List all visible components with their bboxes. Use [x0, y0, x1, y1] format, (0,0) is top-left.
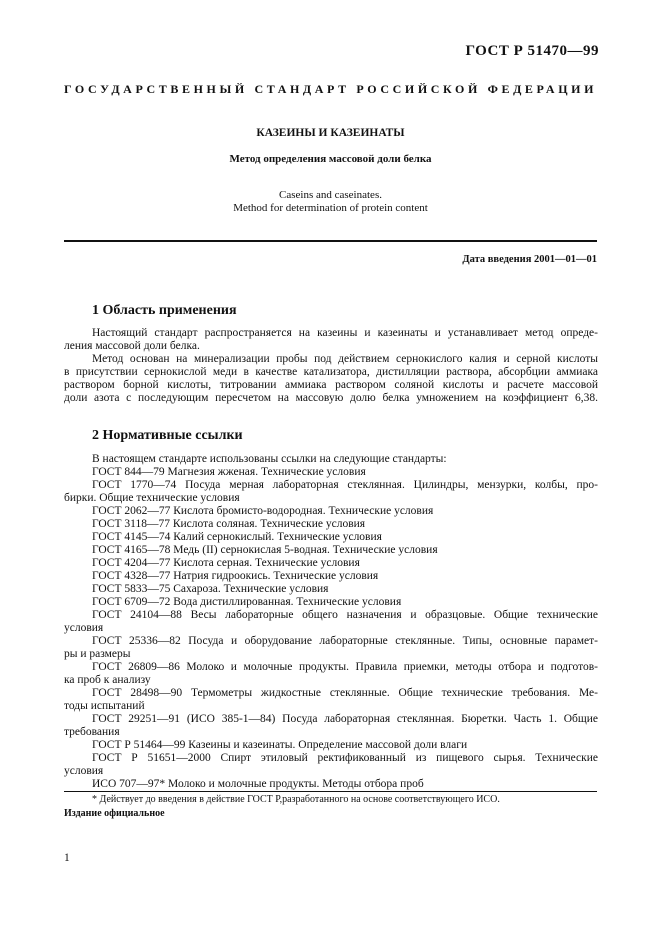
reference-line: ГОСТ 4204—77 Кислота серная. Технические условия	[92, 557, 360, 569]
section-1-line: в присутствии сернокислой меди в качестве катализатора, дистилляции раствора, абсорбции аммиака	[64, 366, 598, 378]
section-1-line: ления массовой доли белка.	[64, 340, 200, 352]
reference-line: ГОСТ Р 51464—99 Казеины и казеинаты. Определение массовой доли влаги	[92, 739, 468, 751]
reference-line: условия	[64, 765, 104, 777]
reference-line: бирки. Общие технические условия	[64, 492, 240, 504]
footnote: * Действует до введения в действие ГОСТ Р,разработанного на основе соответствующего ИСО.	[92, 794, 500, 805]
document-subtitle: Метод определения массовой доли белка	[229, 153, 432, 165]
reference-line: ГОСТ 6709—72 Вода дистиллированная. Технические условия	[92, 596, 402, 608]
section-1-line: доли азота с последующим пересчетом на массовую долю белка умножением на коэффициент 6,38.	[64, 392, 598, 404]
reference-line: ГОСТ 4145—74 Калий сернокислый. Технические условия	[92, 531, 382, 543]
reference-line: ГОСТ 4328—77 Натрия гидроокись. Технические условия	[92, 570, 379, 582]
title-divider	[64, 240, 597, 242]
reference-line: ка проб к анализу	[64, 674, 151, 686]
reference-line: условия	[64, 622, 104, 634]
reference-line: тоды испытаний	[64, 700, 145, 712]
section-2-heading: 2 Нормативные ссылки	[92, 428, 243, 443]
reference-line: ГОСТ 25336—82 Посуда и оборудование лабораторные стеклянные. Типы, основные парамет-	[92, 635, 598, 647]
section-1-line: раствором борной кислоты, титровании аммиака раствором соляной кислоты и расчете массовой	[64, 379, 598, 391]
edition-label: Издание официальное	[64, 808, 165, 819]
page-number: 1	[64, 852, 70, 864]
introduction-date: Дата введения 2001—01—01	[462, 254, 597, 265]
reference-line: ГОСТ 1770—74 Посуда мерная лабораторная стеклянная. Цилиндры, мензурки, колбы, про-	[92, 479, 598, 491]
reference-line: ГОСТ 5833—75 Сахароза. Технические условия	[92, 583, 329, 595]
document-title: КАЗЕИНЫ И КАЗЕИНАТЫ	[256, 127, 405, 139]
reference-line: ГОСТ 2062—77 Кислота бромисто-водородная. Технические условия	[92, 505, 434, 517]
reference-line: ИСО 707—97* Молоко и молочные продукты. Методы отбора проб	[92, 778, 424, 790]
section-1-line: Метод основан на минерализации пробы под действием сернокислого калия и серной кислоты	[92, 353, 598, 365]
section-1-line: Настоящий стандарт распространяется на казеины и казеинаты и устанавливает метод опреде-	[92, 327, 598, 339]
reference-line: ГОСТ 4165—78 Медь (II) сернокислая 5-водная. Технические условия	[92, 544, 438, 556]
reference-line: В настоящем стандарте использованы ссылки на следующие стандарты:	[92, 453, 447, 465]
reference-line: требования	[64, 726, 120, 738]
reference-line: ГОСТ 29251—91 (ИСО 385-1—84) Посуда лабораторная стеклянная. Бюретки. Часть 1. Общие	[92, 713, 598, 725]
reference-line: ры и размеры	[64, 648, 131, 660]
reference-line: ГОСТ 26809—86 Молоко и молочные продукты. Правила приемки, методы отбора и подготов-	[92, 661, 598, 673]
reference-line: ГОСТ 3118—77 Кислота соляная. Технические условия	[92, 518, 366, 530]
reference-line: ГОСТ 28498—90 Термометры жидкостные стеклянные. Общие технические требования. Ме-	[92, 687, 598, 699]
english-title-line-1: Caseins and caseinates.	[279, 189, 382, 201]
standard-title: ГОСУДАРСТВЕННЫЙ СТАНДАРТ РОССИЙСКОЙ ФЕДЕРАЦИИ	[64, 82, 597, 96]
section-1-heading: 1 Область применения	[92, 303, 237, 318]
reference-line: ГОСТ 844—79 Магнезия жженая. Технические условия	[92, 466, 366, 478]
reference-line: ГОСТ Р 51651—2000 Спирт этиловый ректификованный из пищевого сырья. Технические	[92, 752, 598, 764]
document-code: ГОСТ Р 51470—99	[465, 43, 599, 59]
footnote-divider	[64, 791, 597, 792]
english-title-line-2: Method for determination of protein content	[233, 202, 428, 214]
reference-line: ГОСТ 24104—88 Весы лабораторные общего назначения и образцовые. Общие технические	[92, 609, 598, 621]
